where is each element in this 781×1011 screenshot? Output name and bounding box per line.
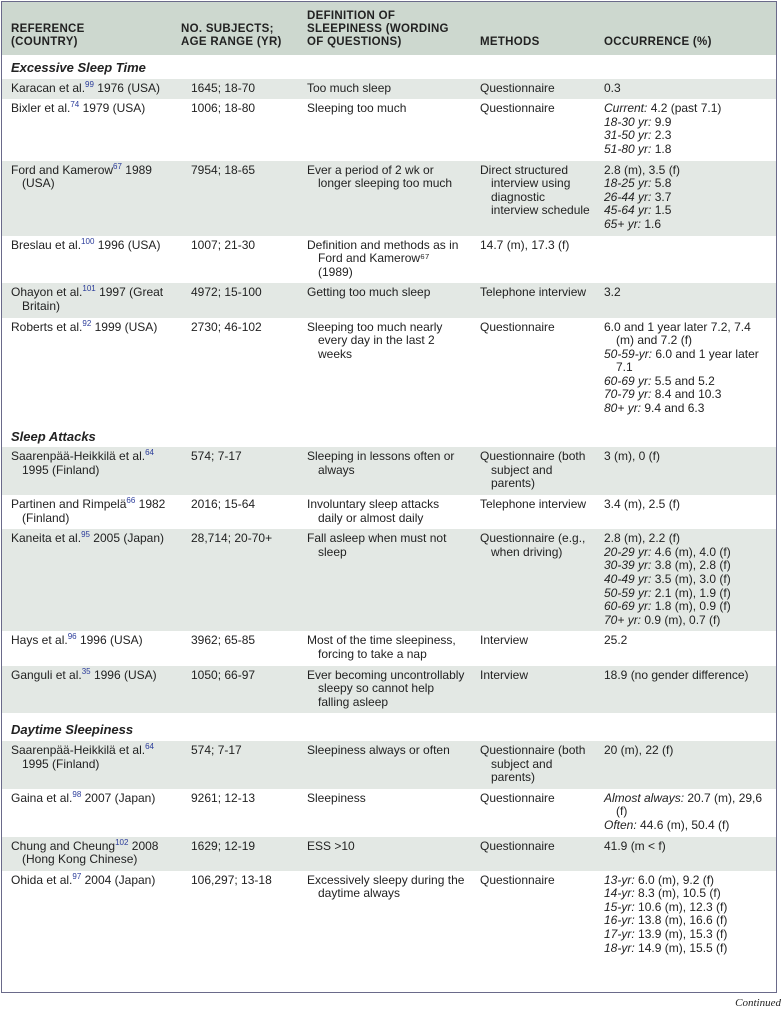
cell-definition: Ever becoming uncontrollably sleepy so cannot help falling asleep: [298, 666, 471, 714]
occurrence-line: [604, 102, 772, 116]
occurrence-value: 3.7: [651, 189, 672, 204]
header-subjects: NO. SUBJECTS; AGE RANGE (YR): [172, 2, 298, 55]
cell-method: Interview: [471, 666, 595, 714]
ref-citation: 99: [85, 79, 94, 89]
occurrence-line: [604, 928, 772, 942]
ref-citation: 66: [126, 496, 136, 506]
occurrence-line: [604, 402, 772, 416]
cell-occurrence: [595, 99, 776, 160]
ref-authors: Gaina et al.: [11, 790, 73, 805]
occurrence-line: [604, 388, 772, 402]
table-row: [2, 495, 776, 529]
occurrence-line: [604, 177, 772, 191]
occurrence-line: [604, 874, 772, 888]
occurrence-line: [604, 143, 772, 157]
cell-reference: [2, 871, 172, 960]
cell-subjects: 2016; 15-64: [191, 497, 256, 512]
cell-method: 14.7 (m), 17.3 (f): [480, 237, 570, 252]
cell-reference: [2, 529, 172, 631]
ref-citation: 64: [145, 448, 154, 458]
section-header: [2, 713, 776, 741]
ref-year-country: 2008 (Hong Kong Chinese): [22, 838, 159, 867]
cell-definition: Involuntary sleep attacks daily or almost daily: [307, 497, 440, 525]
section-header: [2, 420, 776, 448]
ref-year-country: 1997 (Great Britain): [22, 285, 164, 313]
ref-citation: 98: [72, 789, 82, 799]
occurrence-value: 9.9: [651, 114, 672, 129]
ref-year-country: 1995 (Finland): [22, 756, 100, 771]
ref-authors: Bixler et al.: [11, 101, 71, 116]
occurrence-value: 6.0 and 1 year later 7.2, 7.4 (m) and 7.2 (f): [604, 319, 751, 348]
cell-method: Questionnaire: [480, 790, 555, 805]
section-title: Excessive Sleep Time: [2, 55, 776, 79]
cell-occurrence: [595, 741, 776, 789]
cell-reference: [2, 447, 172, 495]
header-occurrence: OCCURRENCE (%): [595, 2, 776, 55]
occurrence-label: 70+ yr:: [604, 612, 642, 627]
table-row: [2, 283, 776, 317]
ref-authors: Saarenpää-Heikkilä et al.: [11, 742, 146, 757]
cell-occurrence: [595, 529, 776, 631]
cell-definition: Sleepiness always or often: [298, 741, 471, 789]
cell-subjects: 1645; 18-70: [172, 79, 298, 100]
occurrence-label: 50-59 yr:: [604, 585, 652, 600]
ref-citation: 67: [113, 161, 122, 171]
ref-authors: Ohayon et al.: [11, 285, 83, 300]
ref-year-country: 1996 (USA): [76, 633, 143, 648]
occurrence-line: [604, 286, 772, 300]
occurrence-label: 60-69 yr:: [604, 599, 652, 614]
occurrence-value: 44.6 (m), 50.4 (f): [636, 817, 730, 832]
cell-reference: [2, 283, 172, 317]
ref-year-country: 1989 (USA): [22, 162, 152, 191]
table-row: [2, 529, 776, 631]
occurrence-line: [604, 819, 772, 833]
occurrence-value: 4.2 (past 7.1): [647, 101, 722, 116]
cell-occurrence: [595, 666, 776, 714]
cell-subjects: 106,297; 13-18: [191, 872, 272, 887]
occurrence-line: [604, 204, 772, 218]
occurrence-line: [604, 116, 772, 130]
occurrence-label: 40-49 yr:: [604, 572, 652, 586]
occurrence-label: 14-yr:: [604, 886, 635, 901]
cell-subjects: 1007; 21-30: [191, 237, 256, 252]
ref-year-country: 1999 (USA): [91, 319, 158, 334]
cell-reference: [2, 161, 172, 236]
cell-reference: [2, 666, 172, 714]
table-row: [2, 789, 776, 837]
ref-citation: 35: [81, 666, 91, 676]
occurrence-line: [604, 634, 772, 648]
table-row: [2, 741, 776, 789]
occurrence-label: 15-yr:: [604, 899, 635, 914]
table-row: [2, 161, 776, 236]
cell-occurrence: [595, 318, 776, 420]
table-row: [2, 447, 776, 495]
occurrence-line: [604, 942, 772, 956]
occurrence-line: [604, 546, 772, 560]
section-header: [2, 55, 776, 79]
ref-year-country: 1996 (USA): [90, 667, 157, 682]
occurrence-value: 13.9 (m), 15.3 (f): [634, 927, 728, 942]
cell-subjects: 4972; 15-100: [172, 283, 298, 317]
header-row: [2, 2, 776, 55]
cell-method: Telephone interview: [480, 497, 587, 512]
occurrence-value: 8.4 and 10.3: [651, 387, 722, 402]
occurrence-label: 51-80 yr:: [604, 141, 652, 156]
cell-occurrence: [595, 837, 776, 871]
cell-definition: Fall asleep when must not sleep: [298, 529, 471, 631]
ref-citation: 74: [70, 100, 80, 110]
ref-year-country: 1995 (Finland): [22, 462, 100, 477]
header-definition: DEFINITION OF SLEEPINESS (WORDING OF QUESTIONS): [298, 2, 471, 55]
section-title: Daytime Sleepiness: [2, 713, 776, 741]
occurrence-label: 31-50 yr:: [604, 128, 652, 143]
cell-subjects: 3962; 65-85: [191, 633, 256, 648]
table-row: [2, 79, 776, 100]
ref-citation: 102: [115, 837, 129, 847]
occurrence-line: [604, 901, 772, 915]
cell-definition: Getting too much sleep: [298, 283, 471, 317]
cell-occurrence: [595, 236, 776, 284]
occurrence-line: [604, 164, 772, 178]
occurrence-value: 13.8 (m), 16.6 (f): [634, 913, 728, 928]
cell-method: Interview: [480, 633, 529, 648]
occurrence-value: 3.2: [604, 285, 621, 300]
occurrence-value: 1.8: [651, 141, 672, 156]
ref-authors: Kaneita et al.: [11, 531, 82, 546]
occurrence-line: [604, 450, 772, 464]
occurrence-label: 80+ yr:: [604, 401, 642, 416]
occurrence-label: 30-39 yr:: [604, 558, 652, 573]
section-title: Sleep Attacks: [2, 420, 776, 448]
cell-occurrence: [595, 871, 776, 960]
cell-occurrence: [595, 789, 776, 837]
ref-authors: Ganguli et al.: [11, 667, 82, 682]
sleepiness-table: [2, 2, 776, 959]
occurrence-value: 0.3: [604, 80, 621, 95]
ref-year-country: 1979 (USA): [79, 101, 146, 116]
ref-authors: Breslau et al.: [11, 237, 82, 252]
ref-year-country: 2007 (Japan): [81, 790, 156, 805]
occurrence-value: 2.8 (m), 3.5 (f): [604, 162, 681, 177]
ref-authors: Partinen and Rimpelä: [11, 497, 127, 512]
occurrence-line: [604, 218, 772, 232]
cell-method: Questionnaire: [471, 837, 595, 871]
occurrence-line: [604, 887, 772, 901]
occurrence-line: [604, 498, 772, 512]
occurrence-line: [604, 600, 772, 614]
occurrence-line: [604, 129, 772, 143]
cell-definition: Sleeping too much nearly every day in the last 2 weeks: [307, 319, 443, 361]
ref-authors: Karacan et al.: [11, 80, 86, 95]
cell-subjects: 1006; 18-80: [191, 101, 256, 116]
cell-reference: [2, 318, 172, 420]
cell-method: Questionnaire: [480, 872, 555, 887]
cell-definition: Sleeping too much: [307, 101, 407, 116]
ref-authors: Ford and Kamerow: [11, 162, 114, 177]
occurrence-label: 18-30 yr:: [604, 114, 652, 129]
cell-definition: Sleepiness: [307, 790, 366, 805]
cell-subjects: 2730; 46-102: [191, 319, 262, 334]
table-row: [2, 236, 776, 284]
ref-year-country: 2004 (Japan): [81, 872, 156, 887]
occurrence-label: 50-59-yr:: [604, 346, 653, 361]
cell-definition: ESS >10: [298, 837, 471, 871]
cell-definition: Definition and methods as in Ford and Kamerow⁶⁷ (1989): [307, 237, 459, 279]
occurrence-value: 0.9 (m), 0.7 (f): [641, 612, 721, 627]
occurrence-line: [604, 82, 772, 96]
table-body: [2, 55, 776, 959]
occurrence-value: 4.6 (m), 4.0 (f): [651, 544, 731, 559]
table-row: [2, 666, 776, 714]
occurrence-line: [604, 840, 772, 854]
ref-authors: Hays et al.: [11, 633, 68, 648]
occurrence-value: 6.0 (m), 9.2 (f): [634, 872, 715, 887]
occurrence-value: 20 (m), 22 (f): [604, 742, 674, 757]
occurrence-line: [604, 321, 772, 348]
cell-occurrence: [595, 631, 776, 665]
cell-occurrence: [595, 283, 776, 317]
occurrence-value: 10.6 (m), 12.3 (f): [634, 899, 728, 914]
occurrence-value: 9.4 and 6.3: [641, 401, 705, 416]
cell-subjects: 1050; 66-97: [172, 666, 298, 714]
cell-occurrence: [595, 495, 776, 529]
ref-authors: Roberts et al.: [11, 319, 83, 334]
ref-year-country: 1982 (Finland): [22, 497, 166, 525]
occurrence-label: 18-yr:: [604, 940, 635, 955]
ref-citation: 100: [81, 236, 95, 246]
ref-authors: Chung and Cheung: [11, 838, 116, 853]
occurrence-value: 2.1 (m), 1.9 (f): [651, 585, 731, 600]
occurrence-value: 3.8 (m), 2.8 (f): [651, 558, 731, 573]
cell-method: Questionnaire: [480, 101, 555, 116]
cell-method: Questionnaire (both subject and parents): [471, 447, 595, 495]
occurrence-value: 1.6: [641, 216, 662, 231]
occurrence-label: Often:: [604, 817, 637, 832]
cell-reference: [2, 495, 172, 529]
occurrence-value: 5.8: [651, 176, 672, 191]
occurrence-label: 13-yr:: [604, 872, 635, 887]
occurrence-value: 3.4 (m), 2.5 (f): [604, 497, 681, 512]
cell-subjects: 9261; 12-13: [191, 790, 256, 805]
occurrence-line: [604, 573, 772, 587]
occurrence-label: 18-25 yr:: [604, 176, 652, 191]
cell-method: Questionnaire: [471, 79, 595, 100]
occurrence-value: 14.9 (m), 15.5 (f): [634, 940, 728, 955]
cell-definition: Most of the time sleepiness, forcing to take a nap: [307, 633, 456, 661]
table-row: [2, 631, 776, 665]
cell-method: Questionnaire (both subject and parents): [471, 741, 595, 789]
cell-definition: Sleeping in lessons often or always: [298, 447, 471, 495]
cell-definition: Excessively sleepy during the daytime always: [307, 872, 465, 901]
occurrence-value: 3 (m), 0 (f): [604, 449, 660, 464]
cell-occurrence: [595, 447, 776, 495]
cell-subjects: 574; 7-17: [172, 447, 298, 495]
ref-citation: 101: [82, 284, 96, 294]
occurrence-label: 70-79 yr:: [604, 387, 652, 402]
occurrence-value: 20.7 (m), 29,6 (f): [616, 790, 763, 819]
ref-year-country: 2005 (Japan): [89, 531, 165, 546]
ref-citation: 96: [67, 632, 77, 642]
cell-subjects: 28,714; 20-70+: [172, 529, 298, 631]
occurrence-value: 3.5 (m), 3.0 (f): [651, 572, 731, 586]
cell-reference: [2, 79, 172, 100]
occurrence-label: 26-44 yr:: [604, 189, 652, 204]
occurrence-label: 45-64 yr:: [604, 203, 652, 218]
table-row: [2, 837, 776, 871]
ref-citation: 95: [81, 530, 90, 540]
table-row: [2, 318, 776, 420]
cell-reference: [2, 631, 172, 665]
occurrence-value: 1.5: [651, 203, 672, 218]
occurrence-line: [604, 744, 772, 758]
cell-occurrence: [595, 79, 776, 100]
occurrence-value: 5.5 and 5.2: [651, 373, 715, 388]
ref-citation: 64: [145, 741, 154, 751]
occurrence-value: 1.8 (m), 0.9 (f): [651, 599, 731, 614]
occurrence-label: 60-69 yr:: [604, 373, 652, 388]
occurrence-line: [604, 348, 772, 375]
occurrence-label: 17-yr:: [604, 927, 635, 942]
occurrence-label: 20-29 yr:: [604, 544, 652, 559]
occurrence-line: [604, 559, 772, 573]
cell-subjects: 1629; 12-19: [172, 837, 298, 871]
occurrence-line: [604, 669, 772, 683]
cell-definition: Ever a period of 2 wk or longer sleeping too much: [298, 161, 471, 236]
table-row: [2, 871, 776, 960]
cell-method: Telephone interview: [471, 283, 595, 317]
occurrence-line: [604, 587, 772, 601]
occurrence-label: 16-yr:: [604, 913, 635, 928]
occurrence-line: [604, 792, 772, 819]
cell-occurrence: [595, 161, 776, 236]
cell-reference: [2, 741, 172, 789]
table-frame: [1, 1, 777, 993]
occurrence-line: [604, 914, 772, 928]
cell-method: Direct structured interview using diagnostic interview schedule: [471, 161, 595, 236]
cell-method: Questionnaire: [480, 319, 555, 334]
occurrence-line: [604, 614, 772, 628]
table-row: [2, 99, 776, 160]
occurrence-label: Almost always:: [604, 790, 685, 805]
header-reference: REFERENCE (COUNTRY): [2, 2, 172, 55]
occurrence-line: [604, 532, 772, 546]
ref-citation: 92: [82, 318, 92, 328]
occurrence-label: 65+ yr:: [604, 216, 642, 231]
header-methods: METHODS: [471, 2, 595, 55]
occurrence-value: 41.9 (m < f): [604, 838, 666, 853]
cell-reference: [2, 837, 172, 871]
ref-authors: Ohida et al.: [11, 872, 73, 887]
cell-method: Questionnaire (e.g., when driving): [471, 529, 595, 631]
cell-definition: Too much sleep: [298, 79, 471, 100]
cell-subjects: 7954; 18-65: [172, 161, 298, 236]
ref-authors: Saarenpää-Heikkilä et al.: [11, 449, 146, 464]
occurrence-value: 2.8 (m), 2.2 (f): [604, 531, 681, 546]
ref-year-country: 1996 (USA): [94, 237, 161, 252]
cell-subjects: 574; 7-17: [172, 741, 298, 789]
cell-reference: [2, 236, 172, 284]
occurrence-value: 6.0 and 1 year later 7.1: [616, 346, 759, 375]
occurrence-line: [604, 375, 772, 389]
occurrence-value: 25.2: [604, 633, 628, 648]
occurrence-line: [604, 191, 772, 205]
cell-reference: [2, 99, 172, 160]
ref-citation: 97: [72, 871, 82, 881]
occurrence-value: 2.3: [651, 128, 672, 143]
continued-note: Continued: [735, 997, 781, 1009]
ref-year-country: 1976 (USA): [93, 80, 160, 95]
occurrence-value: 18.9 (no gender difference): [604, 667, 749, 682]
cell-reference: [2, 789, 172, 837]
occurrence-value: 8.3 (m), 10.5 (f): [634, 886, 721, 901]
occurrence-label: Current:: [604, 101, 648, 116]
